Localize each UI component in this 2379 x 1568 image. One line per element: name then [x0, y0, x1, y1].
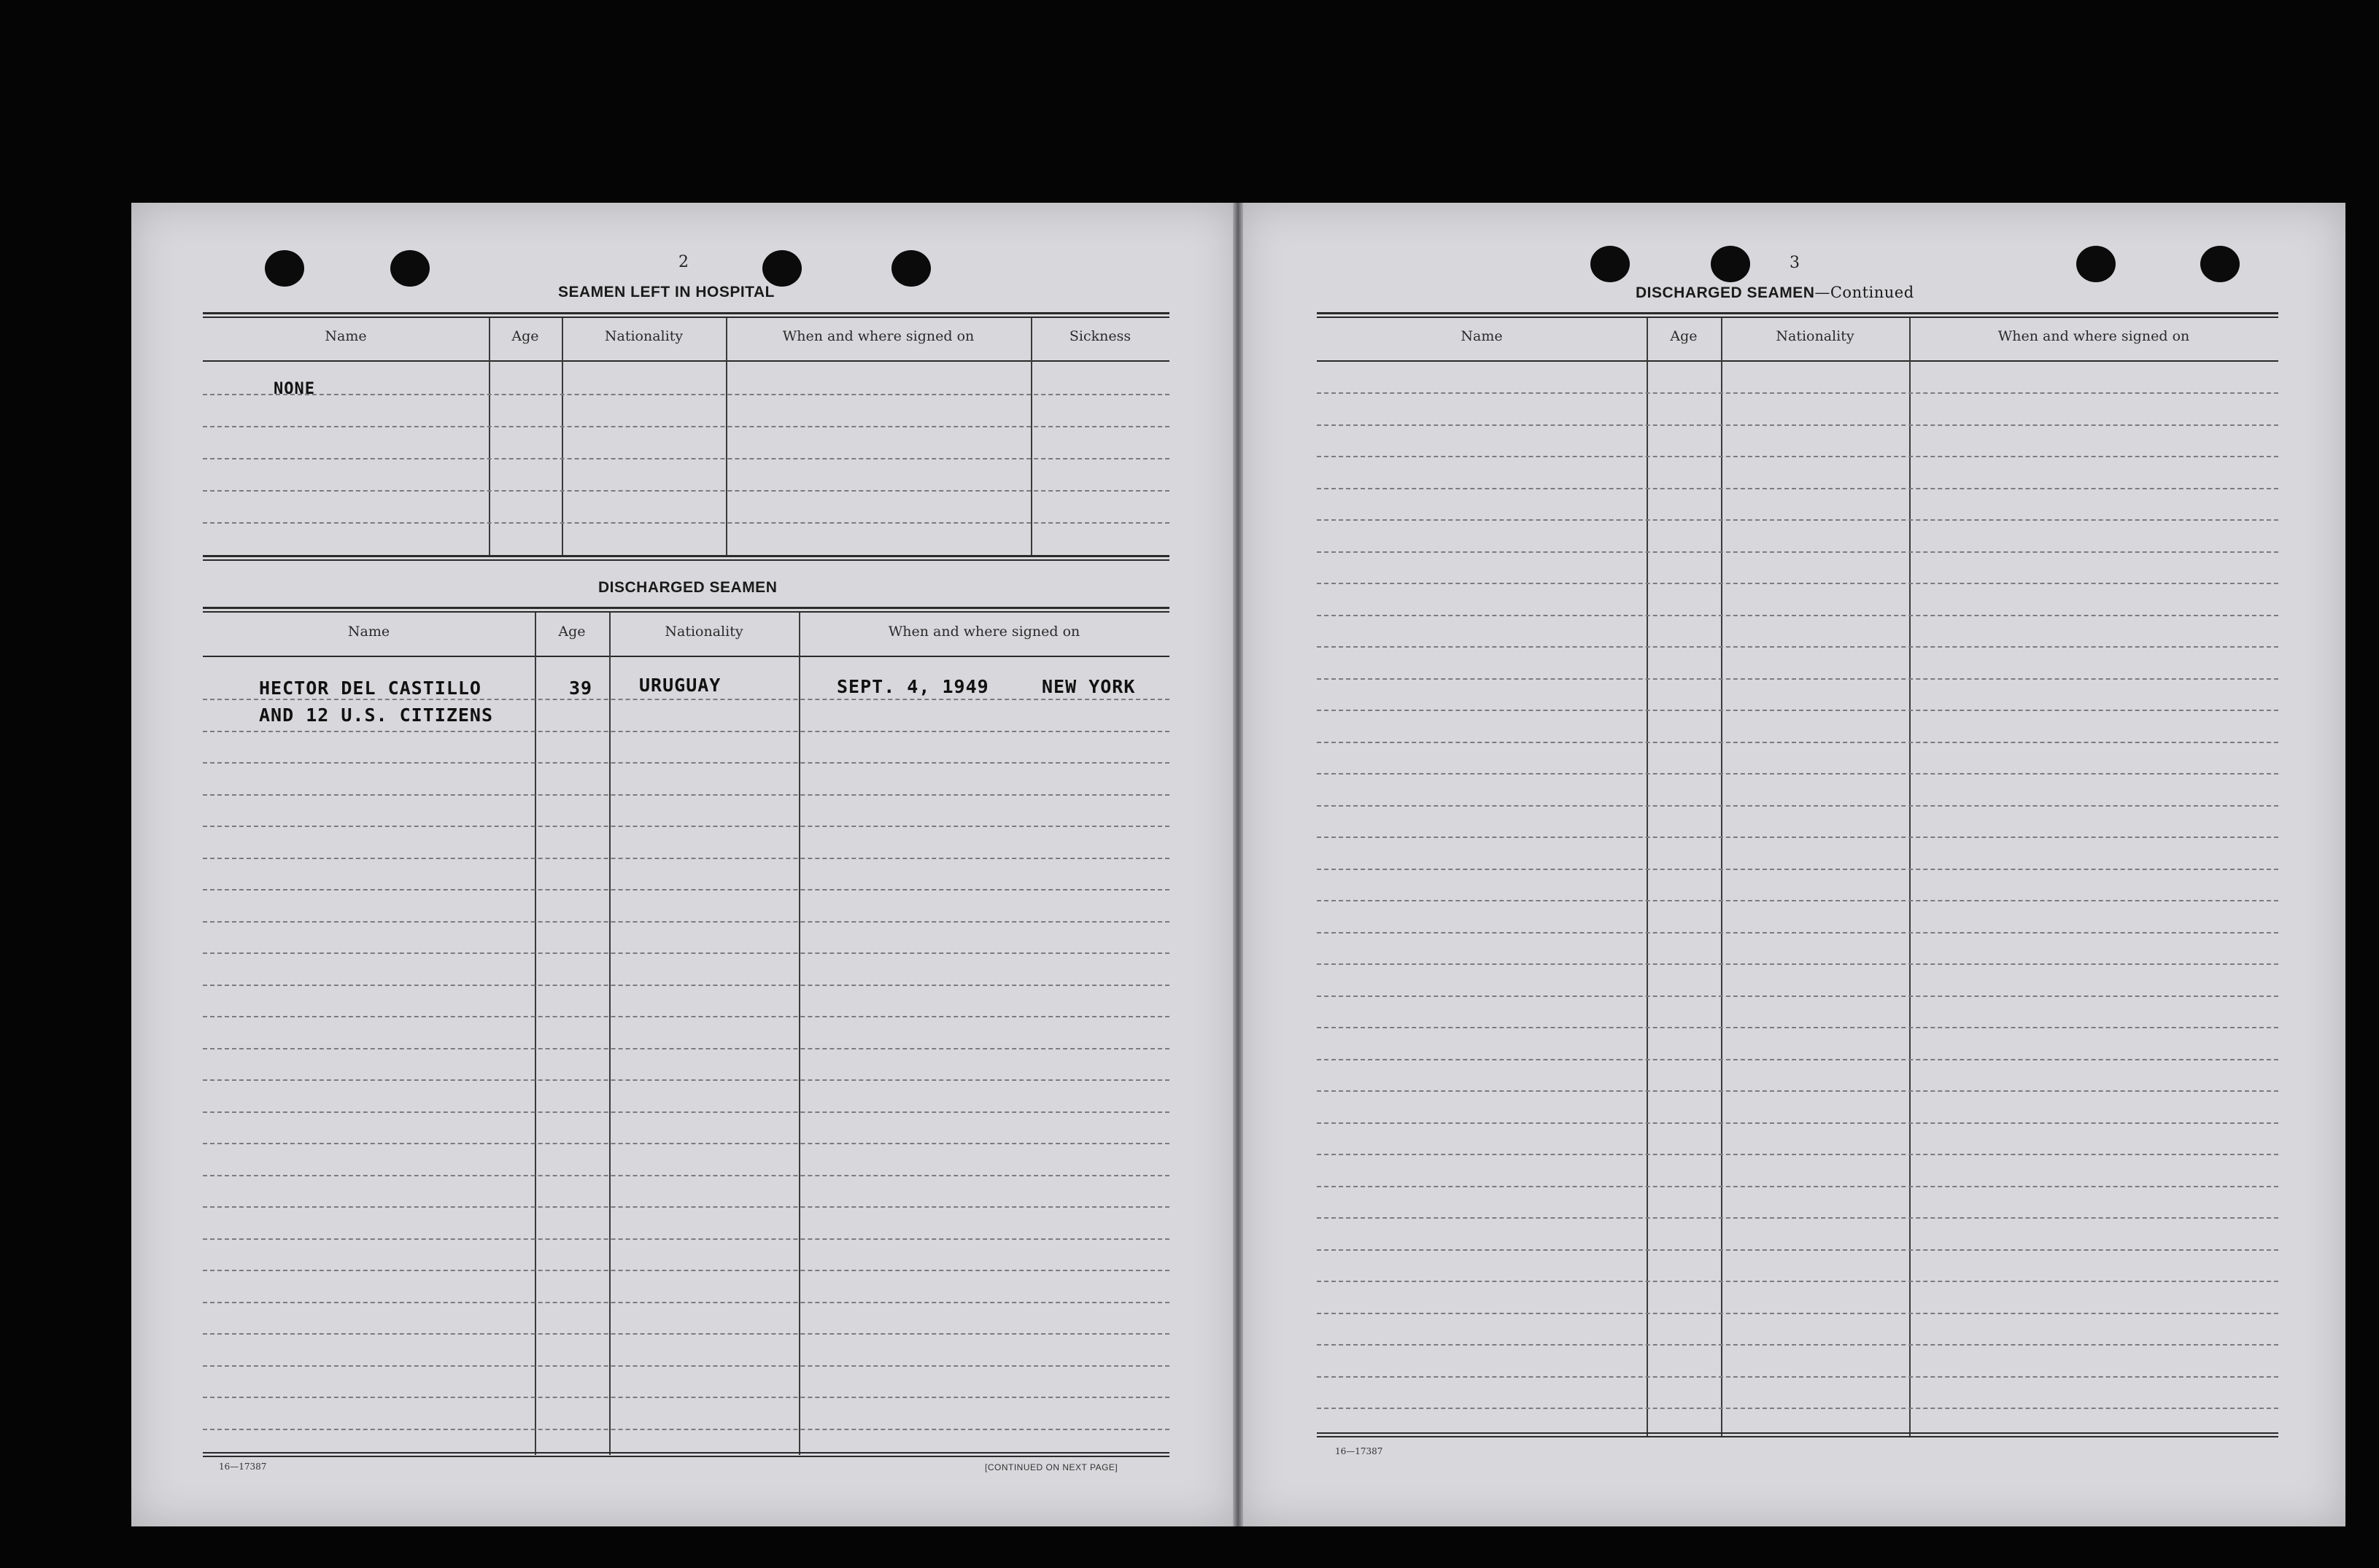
ruled-line: [203, 490, 1169, 492]
header-divider: [1317, 360, 2278, 362]
ruled-line: [1317, 678, 2278, 680]
column-divider: [1721, 318, 1722, 1437]
ruled-line: [1317, 742, 2278, 743]
punch-hole: [2200, 246, 2240, 282]
discharged-section-title: DISCHARGED SEAMEN: [598, 579, 778, 596]
ruled-line: [1317, 1090, 2278, 1092]
ruled-line: [1317, 646, 2278, 648]
column-header-nationality: Nationality: [604, 328, 684, 344]
column-divider: [1909, 318, 1911, 1437]
ruled-line: [203, 858, 1169, 859]
ruled-line: [203, 1111, 1169, 1113]
discharged-continued-title-main: DISCHARGED SEAMEN: [1636, 284, 1815, 301]
ruled-line: [203, 1238, 1169, 1240]
page-number-left: 2: [678, 253, 689, 271]
table-top-rule: [203, 611, 1169, 613]
column-header-nationality: Nationality: [1776, 328, 1854, 344]
ruled-line: [203, 1016, 1169, 1017]
ruled-line: [1317, 1122, 2278, 1124]
punch-hole: [891, 250, 931, 287]
column-header-name: Name: [347, 624, 390, 640]
ruled-line: [203, 1397, 1169, 1398]
table-bottom-rule: [203, 555, 1169, 557]
punch-hole: [265, 250, 304, 287]
ruled-line: [1317, 1313, 2278, 1314]
column-header-signed-on: When and where signed on: [888, 624, 1080, 640]
ruled-line: [1317, 805, 2278, 807]
punch-hole: [1590, 246, 1630, 282]
ruled-line: [1317, 1408, 2278, 1409]
ruled-line: [1317, 456, 2278, 457]
punch-hole: [762, 250, 802, 287]
ruled-line: [203, 1302, 1169, 1303]
column-divider: [562, 318, 563, 555]
table-bottom-rule: [203, 559, 1169, 561]
table-bottom-rule: [1317, 1432, 2278, 1434]
table-top-rule: [203, 312, 1169, 314]
table-top-rule: [203, 607, 1169, 609]
ruled-line: [203, 522, 1169, 524]
column-divider: [1647, 318, 1648, 1437]
ruled-line: [1317, 1154, 2278, 1155]
column-header-name: Name: [325, 328, 367, 344]
form-code-right: 16—17387: [1335, 1446, 1383, 1456]
table-bottom-rule: [1317, 1436, 2278, 1437]
ruled-line: [203, 699, 1169, 700]
punch-hole: [2076, 246, 2116, 282]
ruled-line: [1317, 424, 2278, 426]
column-header-age: Age: [558, 624, 586, 640]
ruled-line: [1317, 519, 2278, 521]
table-bottom-rule: [203, 1456, 1169, 1457]
table-top-rule: [1317, 312, 2278, 314]
ruled-line: [203, 426, 1169, 427]
ruled-line: [1317, 488, 2278, 489]
ruled-line: [203, 762, 1169, 764]
column-divider: [535, 613, 536, 1455]
discharged-continued-title-suffix: —Continued: [1814, 284, 1914, 301]
ruled-line: [1317, 710, 2278, 711]
hospital-section-title: SEAMEN LEFT IN HOSPITAL: [558, 284, 775, 300]
header-divider: [203, 656, 1169, 657]
column-divider: [1031, 318, 1032, 555]
ruled-line: [203, 1143, 1169, 1144]
ruled-line: [203, 889, 1169, 890]
ruled-line: [1317, 869, 2278, 870]
ruled-line: [203, 794, 1169, 796]
discharged-name-continued: AND 12 U.S. CITIZENS: [259, 705, 494, 726]
ruled-line: [203, 1079, 1169, 1081]
discharged-name: HECTOR DEL CASTILLO: [259, 678, 481, 699]
ruled-line: [1317, 900, 2278, 901]
column-header-age: Age: [1670, 328, 1698, 344]
ruled-line: [203, 731, 1169, 732]
header-divider: [203, 360, 1169, 362]
ruled-line: [1317, 1059, 2278, 1060]
column-header-signed-on: When and where signed on: [782, 328, 975, 344]
ruled-line: [203, 458, 1169, 459]
ruled-line: [1317, 1281, 2278, 1282]
table-top-rule: [1317, 317, 2278, 318]
continued-note: [CONTINUED ON NEXT PAGE]: [985, 1462, 1118, 1472]
ruled-line: [203, 1206, 1169, 1208]
column-divider: [489, 318, 490, 555]
form-code-left: 16—17387: [219, 1462, 267, 1472]
discharged-signed-on-date: SEPT. 4, 1949: [837, 676, 989, 697]
punch-hole: [390, 250, 430, 287]
page-number-right: 3: [1790, 254, 1800, 272]
ruled-line: [1317, 583, 2278, 584]
ruled-line: [203, 1048, 1169, 1049]
discharged-continued-title: [1636, 284, 1914, 302]
ruled-line: [1317, 392, 2278, 394]
column-header-nationality: Nationality: [665, 624, 743, 640]
column-divider: [609, 613, 611, 1455]
column-divider: [799, 613, 800, 1455]
book-spine: [1233, 203, 1243, 1526]
punch-hole: [1711, 246, 1750, 282]
discharged-age: 39: [569, 678, 593, 699]
right-page: [1240, 203, 2345, 1526]
ruled-line: [1317, 1217, 2278, 1219]
table-top-rule: [203, 317, 1169, 318]
ruled-line: [1317, 615, 2278, 616]
column-header-name: Name: [1461, 328, 1503, 344]
ruled-line: [1317, 1376, 2278, 1378]
ruled-line: [203, 921, 1169, 923]
discharged-nationality: URUGUAY: [639, 675, 722, 696]
column-divider: [726, 318, 727, 555]
ruled-line: [1317, 932, 2278, 934]
ruled-line: [1317, 1027, 2278, 1028]
ruled-line: [1317, 995, 2278, 997]
column-header-age: Age: [511, 328, 539, 344]
ruled-line: [203, 1365, 1169, 1367]
hospital-entry-none: NONE: [274, 380, 315, 398]
table-bottom-rule: [203, 1452, 1169, 1453]
ruled-line: [1317, 551, 2278, 553]
ruled-line: [1317, 1249, 2278, 1251]
ruled-line: [1317, 1186, 2278, 1187]
ruled-line: [203, 1175, 1169, 1176]
ruled-line: [1317, 773, 2278, 775]
ruled-line: [1317, 963, 2278, 965]
ruled-line: [203, 1429, 1169, 1430]
ruled-line: [1317, 1344, 2278, 1346]
column-header-sickness: Sickness: [1069, 328, 1132, 344]
ruled-line: [203, 1333, 1169, 1335]
column-header-signed-on: When and where signed on: [1997, 328, 2190, 344]
ruled-line: [203, 394, 1169, 395]
ruled-line: [203, 1270, 1169, 1271]
discharged-signed-on-place: NEW YORK: [1042, 676, 1136, 697]
ruled-line: [203, 952, 1169, 954]
left-page: [131, 203, 1237, 1526]
ruled-line: [203, 826, 1169, 827]
ruled-line: [1317, 837, 2278, 838]
ruled-line: [203, 985, 1169, 986]
